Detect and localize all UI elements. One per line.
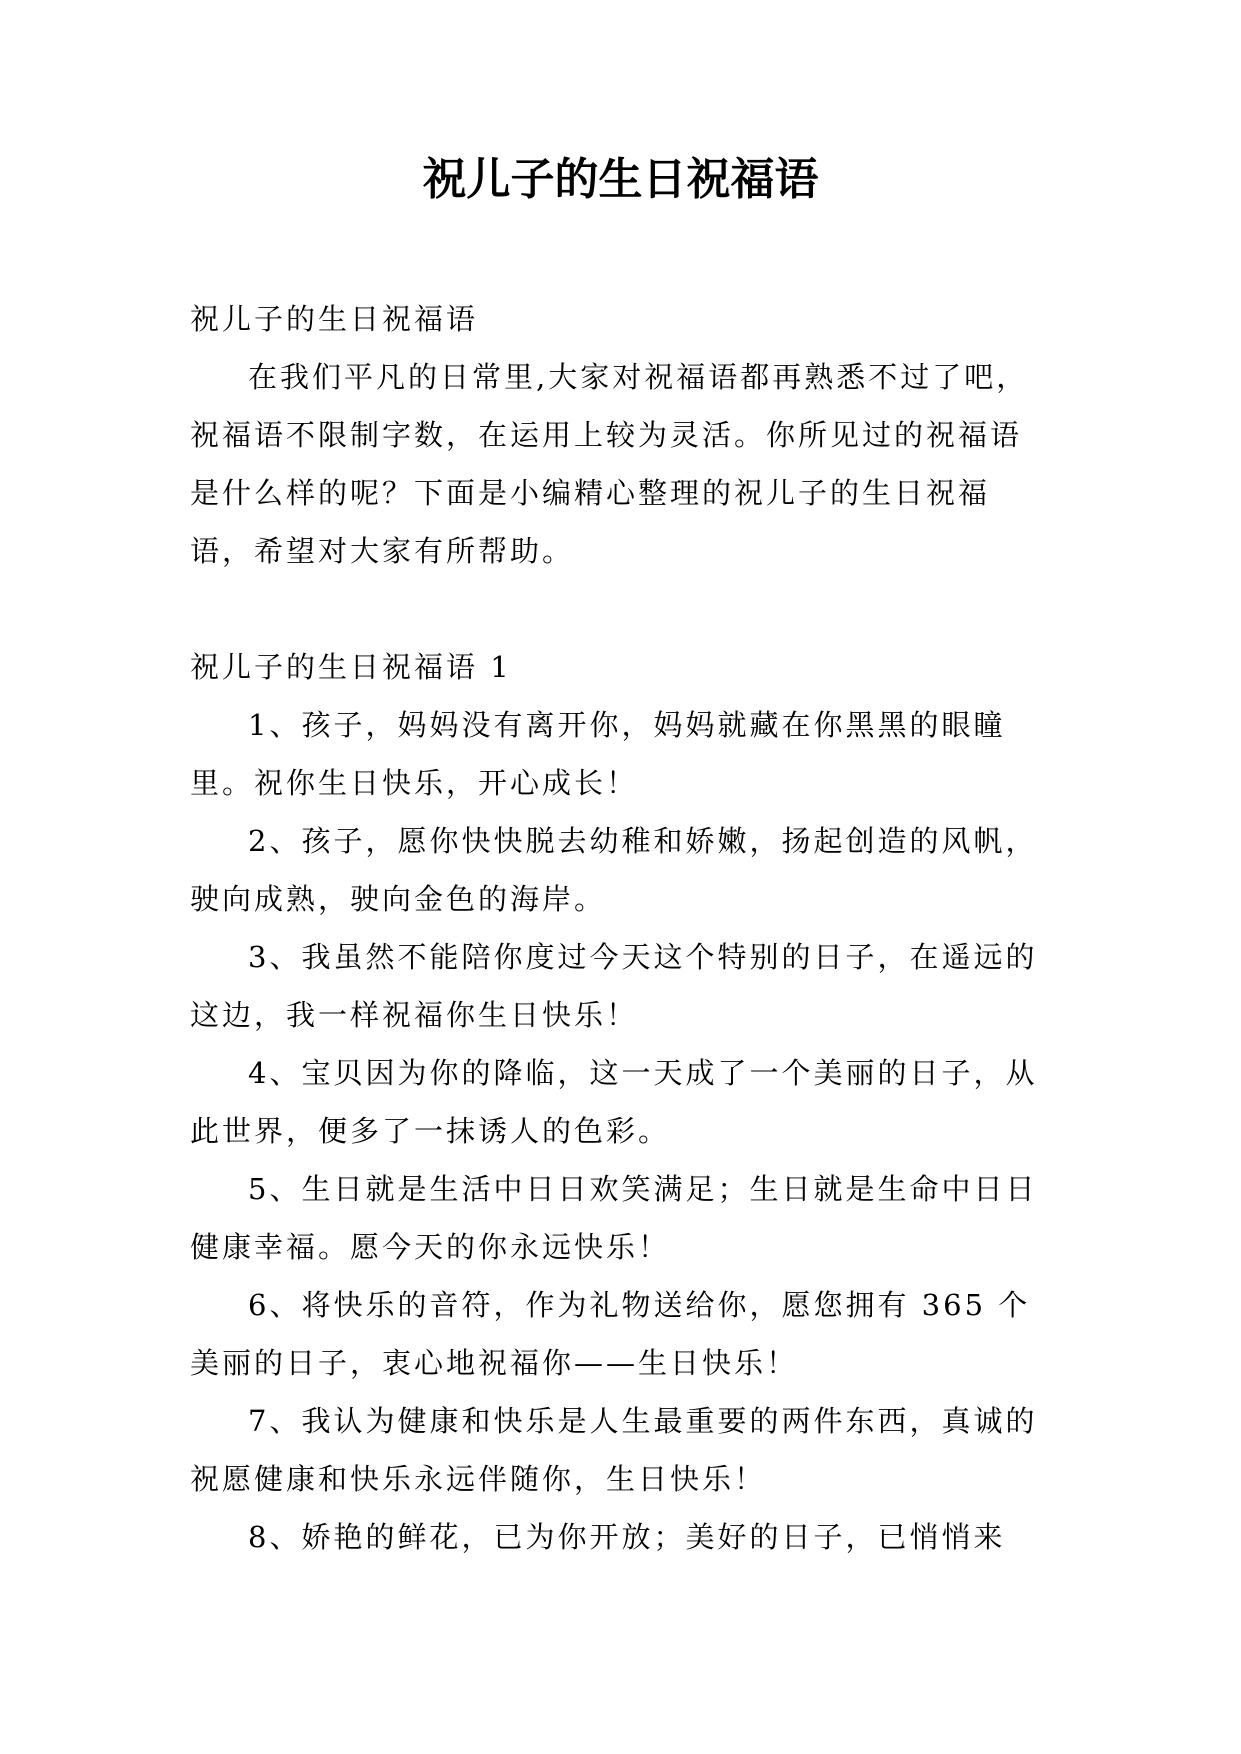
- list-item: 2、孩子，愿你快快脱去幼稚和娇嫩，扬起创造的风帆，驶向成熟，驶向金色的海岸。: [190, 824, 1038, 916]
- list-item: 1、孩子，妈妈没有离开你，妈妈就藏在你黑黑的眼瞳里。祝你生日快乐，开心成长！: [190, 708, 1006, 800]
- list-item: 8、娇艳的鲜花，已为你开放；美好的日子，已悄悄来: [248, 1520, 1006, 1554]
- intro-paragraph: 在我们平凡的日常里,大家对祝福语都再熟悉不过了吧，祝福语不限制字数，在运用上较为灵活。你所见过的祝福语是什么样的呢？下面是小编精心整理的祝儿子的生日祝福语，希望对大家有所帮助。: [190, 360, 1029, 568]
- document-title: 祝儿子的生日祝福语: [422, 154, 819, 205]
- list-item: 3、我虽然不能陪你度过今天这个特别的日子，在遥远的这边，我一样祝福你生日快乐！: [190, 940, 1038, 1032]
- document-body: [190, 290, 1051, 1566]
- list-item: 7、我认为健康和快乐是人生最重要的两件东西，真诚的祝愿健康和快乐永远伴随你，生日快乐！: [190, 1404, 1038, 1496]
- list-item: 5、生日就是生活中日日欢笑满足；生日就是生命中日日健康幸福。愿今天的你永远快乐！: [190, 1172, 1038, 1264]
- list-item: 4、宝贝因为你的降临，这一天成了一个美丽的日子，从此世界，便多了一抹诱人的色彩。: [190, 1056, 1038, 1148]
- list-item: 6、将快乐的音符，作为礼物送给你，愿您拥有 365 个美丽的日子，衷心地祝福你——生日快乐！: [190, 1288, 1031, 1380]
- document-subtitle: 祝儿子的生日祝福语: [190, 302, 479, 336]
- section-heading: 祝儿子的生日祝福语 1: [190, 650, 512, 684]
